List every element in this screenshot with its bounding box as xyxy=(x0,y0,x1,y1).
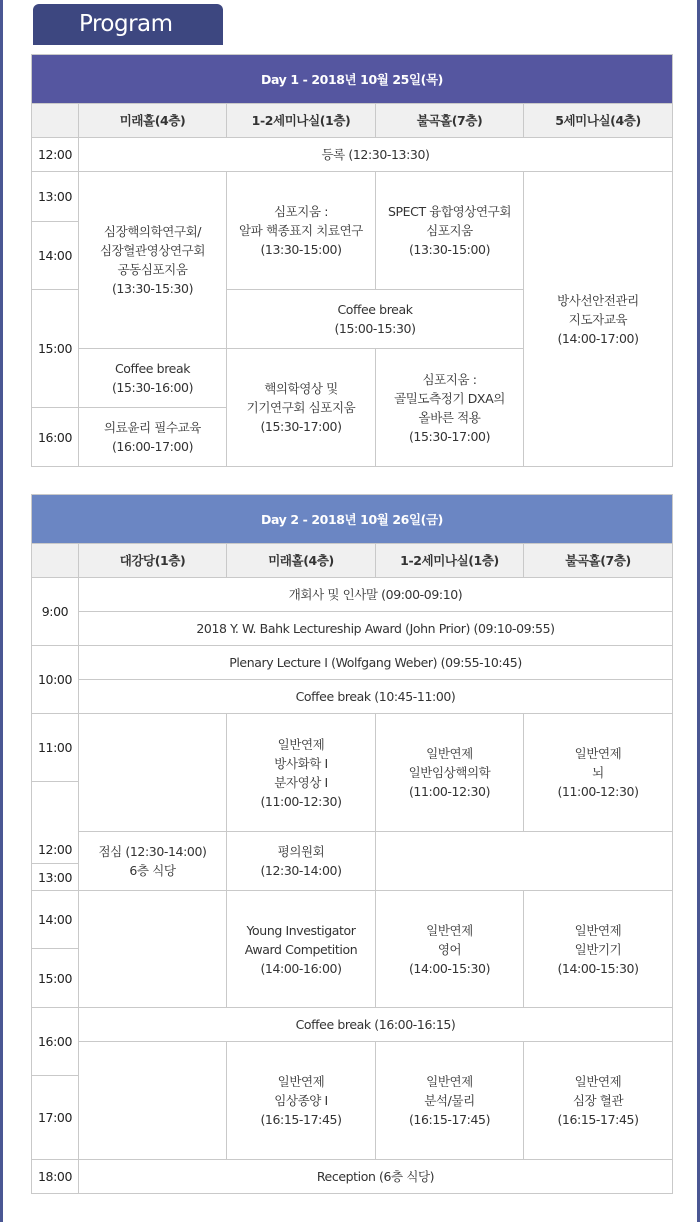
time-label: 12:00 xyxy=(32,138,79,172)
day1-header: Day 1 - 2018년 10월 25일(목) xyxy=(32,55,673,104)
session-oncology: 일반연제 임상종양 I (16:15-17:45) xyxy=(227,1042,376,1160)
day1-time-column-header xyxy=(32,104,79,138)
time-label: 9:00 xyxy=(32,578,79,646)
session-imaging-device: 핵의학영상 및 기기연구회 심포지움 (15:30-17:00) xyxy=(227,349,376,467)
time-label: 13:00 xyxy=(32,864,79,891)
day1-column-header: 불곡홀(7층) xyxy=(376,104,524,138)
session-coffee-break: Coffee break (15:30-16:00) xyxy=(79,349,227,408)
session-alpha-symposium: 심포지움 : 알파 핵종표지 치료연구 (13:30-15:00) xyxy=(227,172,376,290)
time-label: 14:00 xyxy=(32,222,79,290)
session-bone-density: 심포지움 : 골밀도측정기 DXA의 올바른 적용 (15:30-17:00) xyxy=(376,349,524,467)
session-spect-symposium: SPECT 융합영상연구회 심포지움 (13:30-15:00) xyxy=(376,172,524,290)
session-registration: 등록 (12:30-13:30) xyxy=(79,138,673,172)
session-opening: 개회사 및 인사말 (09:00-09:10) xyxy=(79,578,673,612)
session-ethics: 의료윤리 필수교육 (16:00-17:00) xyxy=(79,408,227,467)
day1-schedule-table xyxy=(31,54,673,467)
session-heart-symposium: 심장핵의학연구회/ 심장혈관영상연구회 공동심포지움 (13:30-15:30) xyxy=(79,172,227,349)
empty-cell xyxy=(79,714,227,832)
time-label: 10:00 xyxy=(32,646,79,714)
day2-schedule-table xyxy=(31,494,673,1194)
session-analysis-physics: 일반연제 분석/물리 (16:15-17:45) xyxy=(376,1042,524,1160)
session-brain: 일반연제 뇌 (11:00-12:30) xyxy=(524,714,673,832)
day1-column-header: 1-2세미나실(1층) xyxy=(227,104,376,138)
session-council: 평의원회 (12:30-14:00) xyxy=(227,832,376,891)
time-label: 16:00 xyxy=(32,1008,79,1076)
time-label: 12:00 xyxy=(32,782,79,864)
program-title-tab: Program xyxy=(33,4,223,45)
time-label: 15:00 xyxy=(32,949,79,1008)
session-reception: Reception (6층 식당) xyxy=(79,1160,673,1194)
day2-column-header: 미래홀(4층) xyxy=(227,544,376,578)
empty-cell xyxy=(79,1042,227,1160)
day2-time-column-header xyxy=(32,544,79,578)
empty-cell xyxy=(376,832,673,891)
time-label: 16:00 xyxy=(32,408,79,467)
empty-cell xyxy=(79,891,227,1008)
day2-column-header: 대강당(1층) xyxy=(79,544,227,578)
day2-header: Day 2 - 2018년 10월 26일(금) xyxy=(32,495,673,544)
session-radiation-safety: 방사선안전관리 지도자교육 (14:00-17:00) xyxy=(524,172,673,467)
time-label: 15:00 xyxy=(32,290,79,408)
frame-left-border xyxy=(0,0,3,1222)
session-cardio-vascular: 일반연제 심장 혈관 (16:15-17:45) xyxy=(524,1042,673,1160)
session-lunch: 점심 (12:30-14:00) 6층 식당 xyxy=(79,832,227,891)
session-coffee-break: Coffee break (10:45-11:00) xyxy=(79,680,673,714)
time-label: 13:00 xyxy=(32,172,79,222)
day1-column-header: 5세미나실(4층) xyxy=(524,104,673,138)
session-young-investigator: Young Investigator Award Competition (14:00-16:00) xyxy=(227,891,376,1008)
day2-column-header: 불곡홀(7층) xyxy=(524,544,673,578)
time-label: 18:00 xyxy=(32,1160,79,1194)
day1-column-header: 미래홀(4층) xyxy=(79,104,227,138)
time-label: 11:00 xyxy=(32,714,79,782)
time-label: 14:00 xyxy=(32,891,79,949)
session-radiochem: 일반연제 방사화학 I 분자영상 I (11:00-12:30) xyxy=(227,714,376,832)
session-plenary: Plenary Lecture Ⅰ (Wolfgang Weber) (09:55-10:45) xyxy=(79,646,673,680)
time-label: 17:00 xyxy=(32,1076,79,1160)
session-bahk-award: 2018 Y. W. Bahk Lectureship Award (John Prior) (09:10-09:55) xyxy=(79,612,673,646)
session-coffee-break: Coffee break (15:00-15:30) xyxy=(227,290,524,349)
session-general-device: 일반연제 일반기기 (14:00-15:30) xyxy=(524,891,673,1008)
session-clinical-nm: 일반연제 일반임상핵의학 (11:00-12:30) xyxy=(376,714,524,832)
session-english: 일반연제 영어 (14:00-15:30) xyxy=(376,891,524,1008)
day2-column-header: 1-2세미나실(1층) xyxy=(376,544,524,578)
session-coffee-break: Coffee break (16:00-16:15) xyxy=(79,1008,673,1042)
